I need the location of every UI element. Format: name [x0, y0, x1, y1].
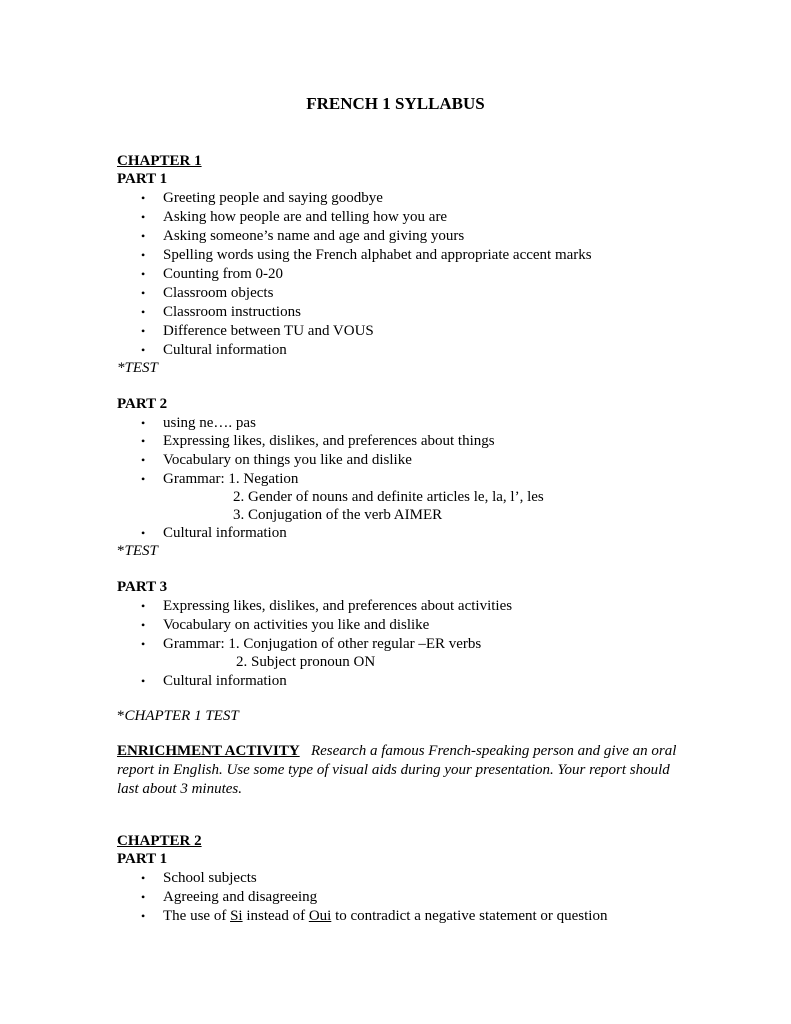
- grammar-subitem: 3. Conjugation of the verb AIMER: [233, 507, 443, 523]
- chapter-2-heading: CHAPTER 2: [117, 833, 202, 849]
- bullet-icon: •: [141, 191, 146, 205]
- bullet-icon: •: [141, 210, 146, 224]
- ch1-part-3-heading: PART 3: [117, 579, 168, 595]
- page-title: FRENCH 1 SYLLABUS: [306, 94, 485, 113]
- bullet-icon: •: [141, 248, 146, 262]
- bullet-icon: •: [141, 871, 146, 885]
- ch1-part-2-test: *TEST: [117, 543, 158, 559]
- bullet-icon: •: [141, 416, 146, 430]
- bullet-icon: •: [141, 674, 146, 688]
- bullet-icon: •: [141, 618, 146, 632]
- bullet-icon: •: [141, 453, 146, 467]
- enrichment-text: Research a famous French-speaking person and give an oral report in English. Use some type of visual aids during your presentation. Your report should last about 3 minutes.: [117, 743, 677, 797]
- syllabus-page: FRENCH 1 SYLLABUS CHAPTER 1 PART 1 • Greeting people and saying goodbye • Asking how people are and telling how you are • Asking someone’s name and age and giving yours • Spelling words using the French alphabet and appropriate accent marks • Counting from 0-20 • Classroom objects • Classroom instructions • Difference between TU and VOUS • Cultural information *TEST PART 2 • using ne…. pas • Expressing likes, dislikes, and preferences about things • Vocabulary on things you like and dislike • Grammar: 1. Negation 2. Gender of nouns and definite articles le, la, l’, les 3. Conjugation of the verb AIMER • Cultural information *TEST PART 3 • Expressing likes, dislikes, and preferences about activities • Vocabulary on activities you like and dislike • Grammar: 1. Conjugation of other regular –ER verbs 2. Subject pronoun ON • Cultural information *CHAPTER 1 TEST ENRICHMENT ACTIVITY Research a famous French-speaking person and give an oral report in English. Use some type of visual aids during your presentation. Your report should last about 3 minutes. CHAPTER 2 PART 1 • School subjects • Agreeing and disagreeing • The use of Si instead of Oui to contradict a negative statement or question: [0, 0, 791, 1024]
- bullet-icon: •: [141, 305, 146, 319]
- bullet-icon: •: [141, 343, 146, 357]
- chapter-1-test: *CHAPTER 1 TEST: [117, 708, 239, 724]
- si-word: Si: [230, 908, 243, 924]
- grammar-subitem: 2. Gender of nouns and definite articles le, la, l’, les: [233, 489, 544, 505]
- bullet-icon: •: [141, 472, 146, 486]
- bullet-icon: •: [141, 324, 146, 338]
- bullet-icon: •: [141, 267, 146, 281]
- bullet-icon: •: [141, 637, 146, 651]
- bullet-icon: •: [141, 286, 146, 300]
- grammar-subitem: 2. Subject pronoun ON: [236, 654, 376, 670]
- bullet-icon: •: [141, 890, 146, 904]
- enrichment-activity: [117, 742, 677, 799]
- oui-word: Oui: [308, 908, 332, 924]
- enrichment-label: ENRICHMENT ACTIVITY: [117, 743, 300, 759]
- ch1-part-1-heading: PART 1: [117, 171, 168, 187]
- ch2-part-1-heading: PART 1: [117, 851, 168, 867]
- ch1-part-1-test: *TEST: [117, 360, 158, 376]
- chapter-1-heading: CHAPTER 1: [117, 153, 202, 169]
- bullet-icon: •: [141, 599, 146, 613]
- bullet-icon: •: [141, 434, 146, 448]
- bullet-icon: •: [141, 229, 146, 243]
- bullet-icon: •: [141, 909, 146, 923]
- ch1-part-2-heading: PART 2: [117, 396, 168, 412]
- bullet-icon: •: [141, 526, 146, 540]
